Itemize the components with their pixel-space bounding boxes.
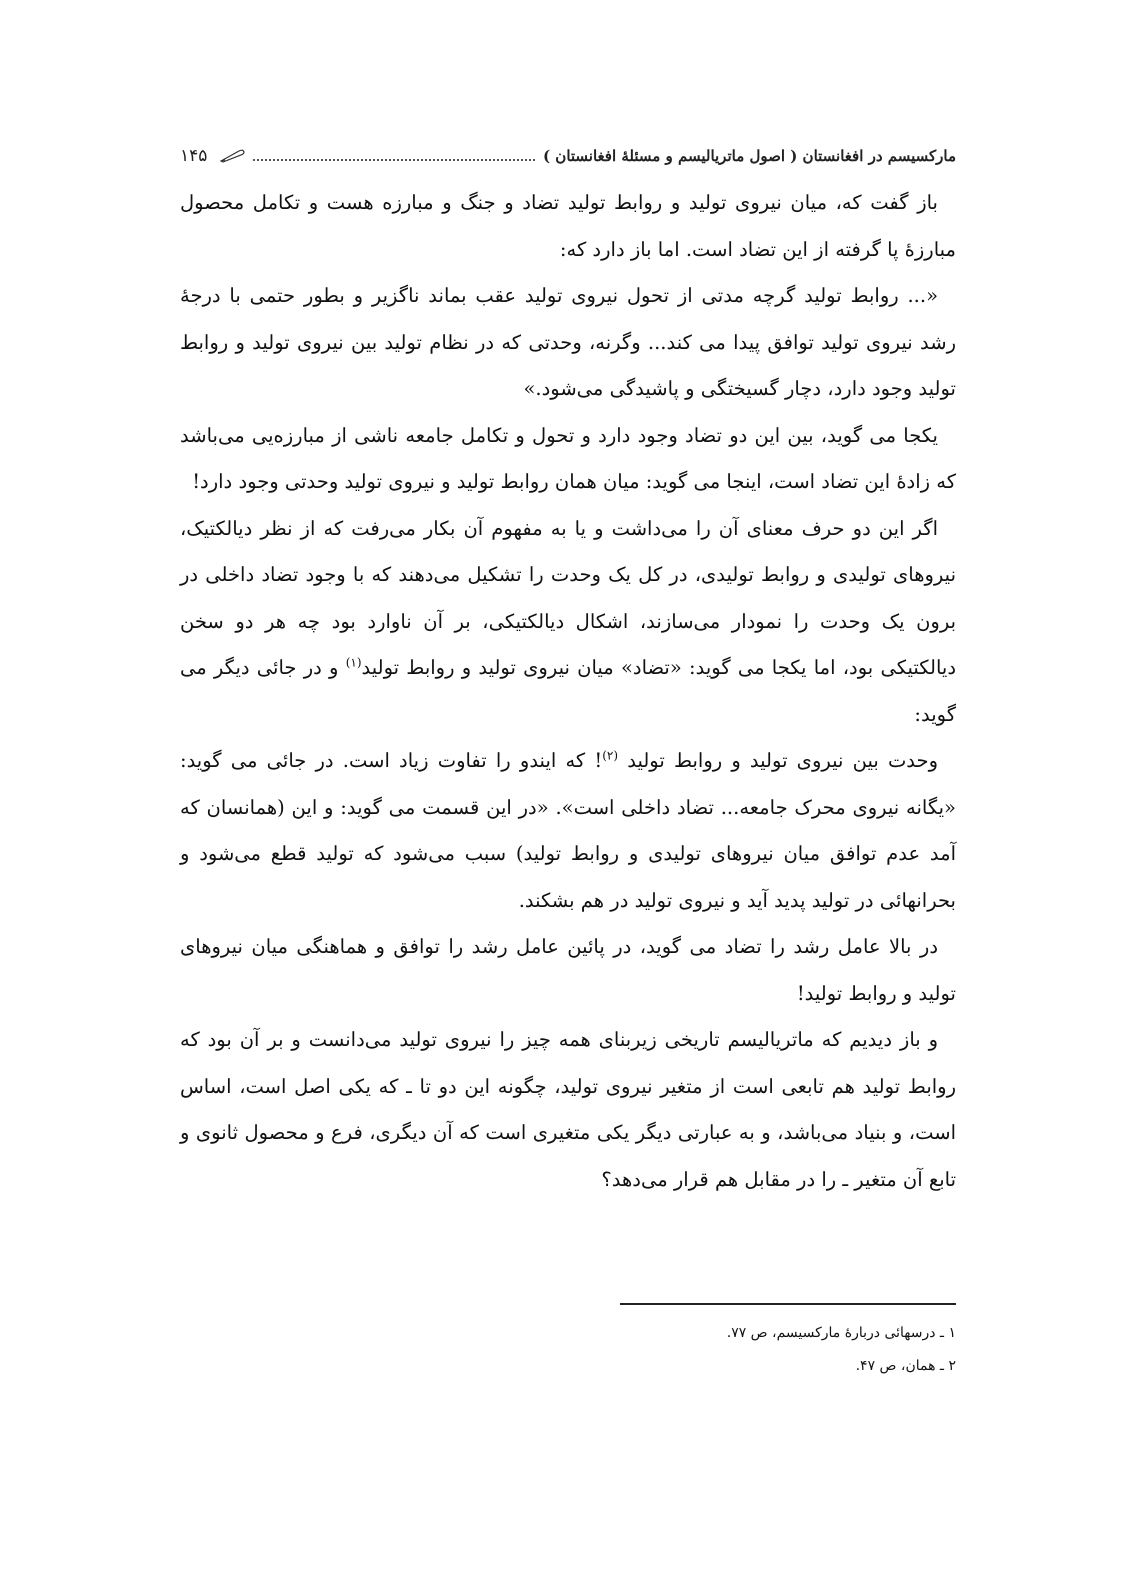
footnote-divider (620, 1303, 956, 1305)
running-title: مارکسیسم در افغانستان ( اصول ماتریالیسم و مسئلهٔ افغانستان ) (542, 147, 956, 165)
footnote-ref[interactable]: (۲) (602, 748, 619, 763)
paragraph (180, 738, 956, 924)
paragraph: در بالا عامل رشد را تضاد می گوید، در پائین عامل رشد را توافق و هماهنگی میان نیروهای تولید و روابط تولید! (180, 935, 956, 1005)
footnote: ۱ ـ درسهائی دربارهٔ مارکسیسم، ص ۷۷. (726, 1325, 956, 1341)
paragraph-text: ! که ایندو را تفاوت زیاد است. در جائی می گوید: «یگانه نیروی محرک جامعه... تضاد داخلی است». «در این قسمت می گوید: و این (همانسان که آمد عدم توافق میان نیروهای تولیدی و روابط تولید) سبب می‌شود که تولید قطع می‌شود و بحرانهائی در تولید پدید آید و نیروی تولید در هم بشکند. (180, 749, 956, 912)
paragraph-text: اگر این دو حرف معنای آن را می‌داشت و یا به مفهوم آن بکار می‌رفت که از نظر دیالکتیک، نیروهای تولیدی و روابط تولیدی، در کل یک وحدت را تشکیل می‌دهند که با وجود تضاد داخلی در برون یک وحدت را نمودار می‌سازند، اشکال دیالکتیکی، بر آن ناوارد بود چه هر دو سخن دیالکتیکی بود، اما یکجا می گوید: «تضاد» میان نیروی تولید و روابط تولید (180, 516, 957, 679)
main-text (180, 180, 956, 1203)
paragraph: یکجا می گوید، بین این دو تضاد وجود دارد و تحول و تکامل جامعه ناشی از مبارزه‌یی می‌باشد که زادهٔ این تضاد است، اینجا می گوید: میان همان روابط تولید و نیروی تولید وحدتی وجود دارد! (180, 423, 956, 493)
paragraph: باز گفت که، میان نیروی تولید و روابط تولید تضاد و جنگ و مبارزه هست و تکامل محصول مبارزهٔ پا گرفته از این تضاد است. اما باز دارد که: (180, 191, 956, 261)
paragraph-text: و در جائی دیگر می گوید: (180, 656, 956, 726)
paragraph: و باز دیدیم که ماتریالیسم تاریخی زیربنای همه چیز را نیروی تولید می‌دانست و بر آن بود که روابط تولید هم تابعی است از متغیر نیروی تولید، چگونه این دو تا ـ که یکی اصل است، اساس است، و بنیاد می‌باشد، و به عبارتی دیگر یکی متغیری است که آن دیگری، فرع و محصول ثانوی و تابع آن متغیر ـ را در مقابل هم قرار می‌دهد؟ (180, 1028, 956, 1191)
page-number: ۱۴۵ (180, 146, 208, 166)
paragraph (180, 506, 956, 739)
quotation-paragraph: «... روابط تولید گرچه مدتی از تحول نیروی تولید عقب بماند ناگزیر و بطور حتمی با درجهٔ رشد نیروی تولید توافق پیدا می کند... وگرنه، وحدتی که در نظام تولید بین نیروی تولید و روابط تولید وجود دارد، دچار گسیختگی و پاشیدگی می‌شود.» (180, 284, 956, 400)
footnote-ref[interactable]: (۱) (345, 655, 362, 670)
paragraph-text: وحدت بین نیروی تولید و روابط تولید (627, 749, 939, 772)
footnote: ۲ ـ همان، ص ۴۷. (855, 1358, 956, 1374)
footnotes (180, 1317, 956, 1383)
pen-icon (219, 149, 245, 163)
dotted-leader (253, 159, 535, 161)
page-header (180, 141, 956, 171)
